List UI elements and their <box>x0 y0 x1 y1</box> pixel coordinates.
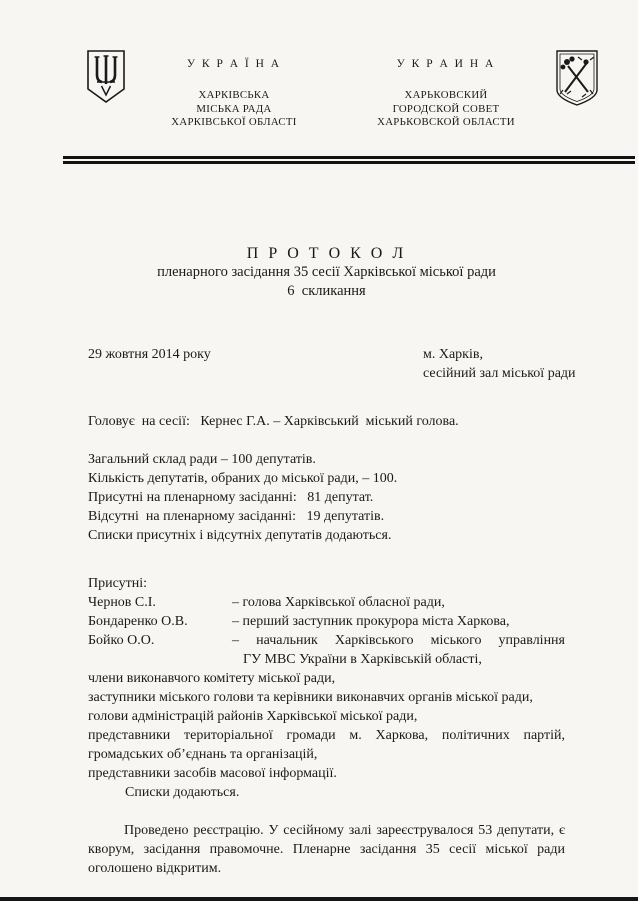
attendee-row <box>88 612 565 631</box>
scan-edge-artifact <box>0 897 638 901</box>
session-date: 29 жовтня 2014 року <box>88 346 211 362</box>
attendees-heading: Присутні: <box>88 575 148 591</box>
ukraine-trident-emblem-icon <box>84 48 128 112</box>
document-title-block <box>88 244 565 301</box>
attendee-role-multiline <box>232 631 565 669</box>
session-place <box>423 345 576 383</box>
chairperson-line: Головує на сесії: Кернес Г.А. – Харківський міський голова. <box>88 413 459 429</box>
composition-lists-note: Списки присутніх і відсутніх депутатів додаються. <box>88 527 392 543</box>
convocation-line: 6 скликання <box>287 282 366 299</box>
attendee-row <box>88 631 565 669</box>
place-city: м. Харків, <box>423 346 483 362</box>
kharkiv-city-emblem-icon <box>552 48 602 114</box>
council-name-ru: ХАРЬКОВСКИЙ ГОРОДСКОЙ СОВЕТ ХАРЬКОВСКОЙ ОБЛАСТИ <box>377 89 515 128</box>
attendee-row <box>88 593 565 612</box>
registration-paragraph: Проведено реєстрацію. У сесійному залі зареєструвалося 53 депутати, є кворум, засідання правомочне. Пленарне засідання 35 сесії міської ради оголошено відкритим. <box>88 822 565 876</box>
date-and-place-row <box>88 345 576 383</box>
attendee-group: заступники міського голови та керівники виконавчих органів міської ради, <box>88 689 533 705</box>
country-name-ru: У К Р А И Н А <box>396 58 496 70</box>
document-header <box>0 0 638 130</box>
lists-attached-note: Списки додаються. <box>125 784 240 800</box>
attendee-group: представники засобів масової інформації. <box>88 765 337 781</box>
composition-elected: Кількість депутатів, обраних до міської ради, – 100. <box>88 470 398 486</box>
country-name-uk: У К Р А Ї Н А <box>186 58 282 70</box>
composition-absent: Відсутні на пленарному засіданні: 19 депутатів. <box>88 508 385 524</box>
attendee-name: Бойко О.О. <box>88 632 155 648</box>
document-title: П Р О Т О К О Л <box>246 244 407 262</box>
attendee-group: представники територіальної громади м. Харкова, політичних партій, <box>88 727 565 743</box>
attendee-role-continuation: ГУ МВС України в Харківській області, <box>243 651 482 667</box>
attendees-list <box>88 593 565 669</box>
document-body <box>0 244 638 878</box>
header-double-rule <box>63 156 635 164</box>
issuer-russian <box>340 48 552 130</box>
place-hall: сесійний зал міської ради <box>423 365 576 381</box>
council-name-uk: ХАРКІВСЬКА МІСЬКА РАДА ХАРКІВСЬКОЇ ОБЛАСТІ <box>171 89 297 128</box>
composition-present: Присутні на пленарному засіданні: 81 депутат. <box>88 489 374 505</box>
council-composition-block <box>88 450 565 545</box>
attendee-name: Бондаренко О.В. <box>88 613 188 629</box>
attendee-group: громадських об’єднань та організацій, <box>88 746 318 762</box>
attendee-name: Чернов С.І. <box>88 594 156 610</box>
attendee-role: – перший заступник прокурора міста Харкова, <box>232 613 510 629</box>
issuer-ukrainian <box>128 48 340 130</box>
attendee-role: – начальник Харківського міського управління <box>232 632 565 648</box>
attendee-role: – голова Харківської обласної ради, <box>232 594 445 610</box>
attendee-groups-list <box>88 669 565 802</box>
attendee-group: голови адміністрацій районів Харківської міської ради, <box>88 708 418 724</box>
composition-total: Загальний склад ради – 100 депутатів. <box>88 451 316 467</box>
document-subtitle: пленарного засідання 35 сесії Харківської міської ради <box>157 263 496 280</box>
attendee-group: члени виконавчого комітету міської ради, <box>88 670 336 686</box>
